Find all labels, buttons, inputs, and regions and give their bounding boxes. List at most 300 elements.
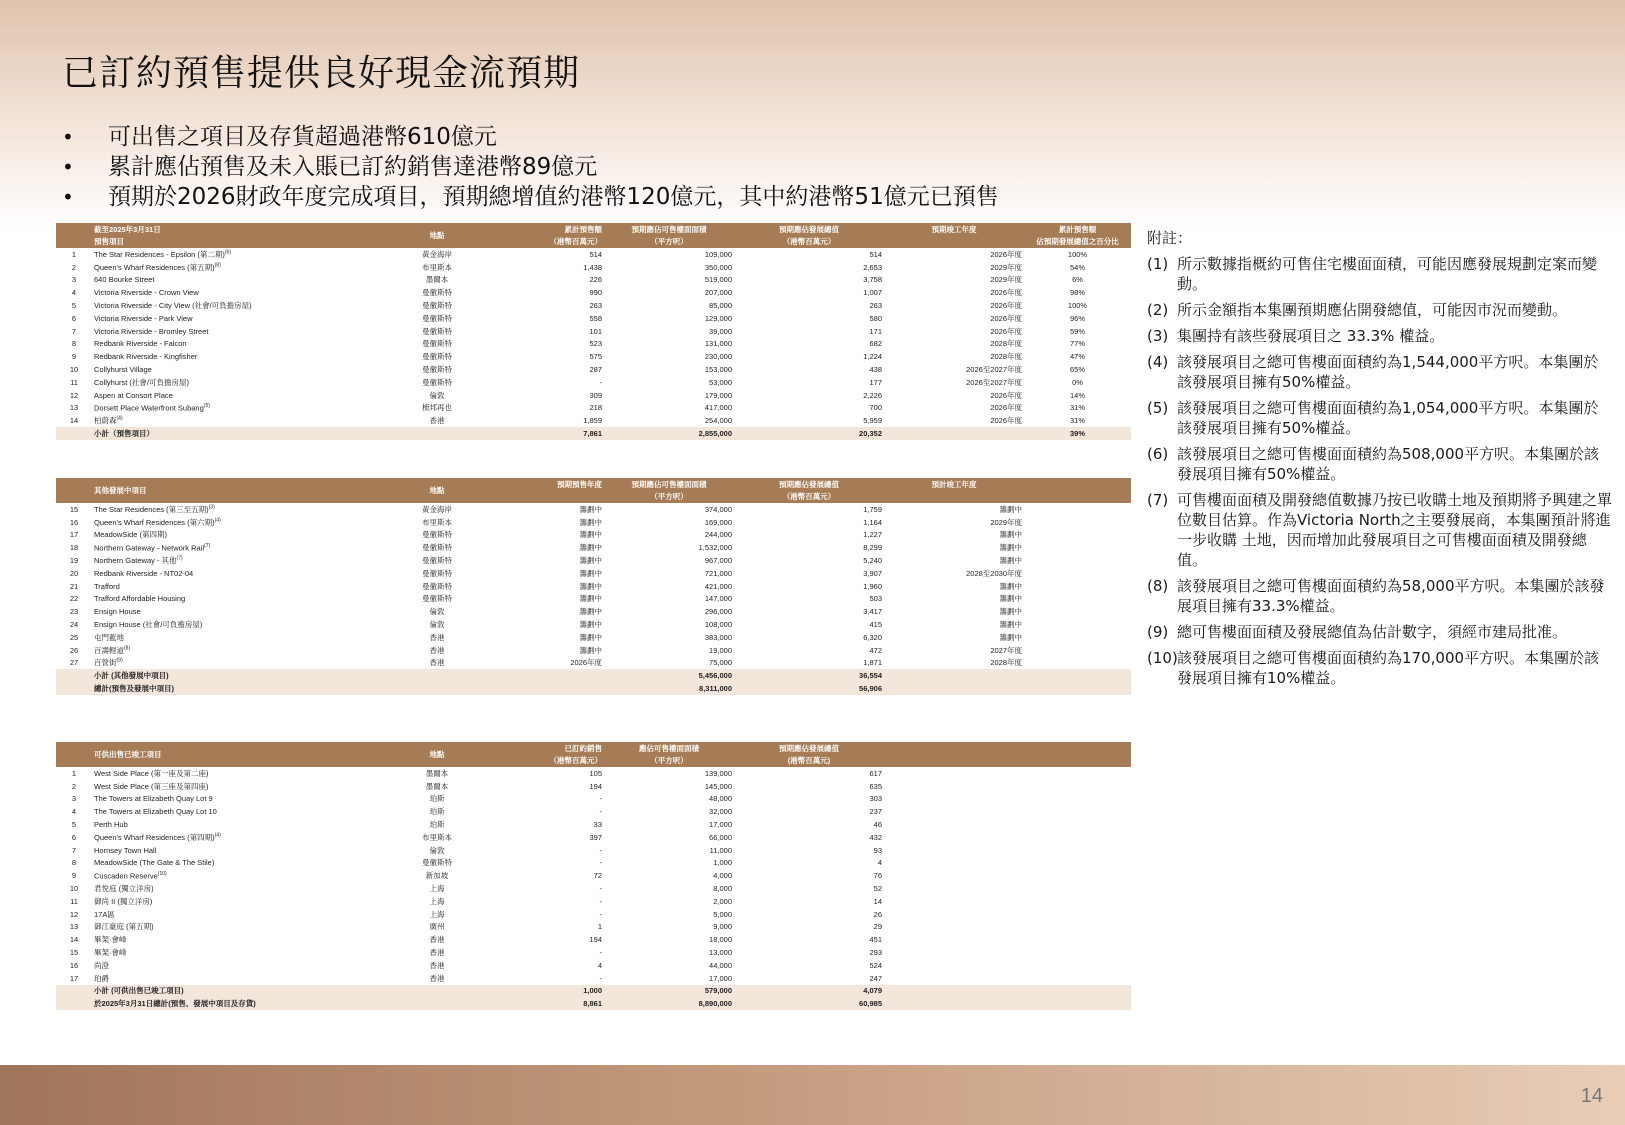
project-name (92, 818, 392, 831)
location: 曼徹斯特 (422, 858, 452, 868)
footnote-item (1147, 254, 1612, 294)
location: 上海 (429, 884, 445, 894)
footnotes-panel (1147, 228, 1612, 694)
completion-year: 籌劃中 (999, 632, 1022, 642)
page-title: 已訂約預售提供良好現金流預期 (62, 53, 581, 94)
presales-pct: 6% (1072, 275, 1083, 285)
subtotal-gfa: 579,000 (604, 985, 734, 998)
gfa-value: 147,000 (704, 594, 732, 604)
gfa-value: 254,000 (704, 416, 732, 426)
table-row (56, 580, 1131, 593)
project-name (92, 312, 392, 325)
project-name-text: The Towers at Elizabeth Quay Lot 9 (94, 794, 213, 804)
col-header-presales-pct: 累計預售額 (1024, 223, 1131, 236)
presale-year: 籌劃中 (579, 504, 602, 514)
row-number: 5 (71, 301, 77, 311)
col-header-gdv: 預期應佔發展總值 (734, 223, 884, 236)
gfa-value: 66,000 (709, 832, 732, 842)
location: 倫敦 (429, 607, 445, 617)
completion-year: 2026年度 (990, 288, 1022, 298)
location: 廣州 (429, 922, 445, 932)
footnote-ref: (5) (203, 403, 210, 410)
highlight-item: • 預期於2026財政年度完成項目，預期總增值約港幣120億元，其中約港幣51億元已預售 (62, 182, 999, 212)
col-header-location: 地點 (392, 478, 482, 503)
project-name (92, 857, 392, 870)
presale-projects-table (56, 223, 1131, 440)
project-name-text: Northern Gateway - 其他 (94, 556, 177, 566)
row-number: 4 (71, 288, 77, 298)
gdv-value: 617 (869, 768, 882, 778)
presales-pct: 98% (1069, 288, 1085, 298)
completion-year: 2028年度 (990, 339, 1022, 349)
gfa-value: 17,000 (709, 820, 732, 830)
table-row (56, 882, 1131, 895)
project-name (92, 338, 392, 351)
footnote-item (1147, 490, 1612, 570)
subtotal-gfa: 2,855,000 (604, 427, 734, 440)
table-row (56, 516, 1131, 529)
subtotal-row (56, 427, 1131, 440)
project-name (92, 959, 392, 972)
subtotal-row (56, 682, 1131, 695)
completion-year: 籌劃中 (999, 581, 1022, 591)
completion-year: 2028年度 (990, 658, 1022, 668)
project-name (92, 921, 392, 934)
gfa-value: 374,000 (704, 504, 732, 514)
project-name-text: Queen's Wharf Residences (第五期) (94, 262, 215, 272)
gfa-value: 4,000 (713, 871, 732, 881)
col-header-completion: 預計竣工年度 (884, 478, 1024, 491)
gfa-value: 108,000 (704, 620, 732, 630)
gfa-value: 32,000 (709, 807, 732, 817)
presales-value: 101 (589, 326, 602, 336)
row-number: 1 (71, 249, 77, 259)
presale-year: 籌劃中 (579, 530, 602, 540)
row-number: 17 (69, 530, 79, 540)
completion-year: 籌劃中 (999, 543, 1022, 553)
gdv-value: 29 (873, 922, 882, 932)
project-name-text: 御尚 II (獨立洋房) (94, 896, 153, 906)
gfa-value: 153,000 (704, 365, 732, 375)
row-number: 25 (69, 632, 79, 642)
location: 墨爾本 (425, 768, 449, 778)
footnote-text: 該發展項目之總可售樓面面積約為508,000平方呎。本集團於該發展項目擁有50%權益。 (1177, 445, 1600, 483)
table-row (56, 805, 1131, 818)
project-name-text: Victoria Riverside - Crown View (94, 288, 199, 298)
project-name (92, 895, 392, 908)
location: 香港 (429, 416, 445, 426)
project-name-text: Cuscaden Reserve (94, 871, 158, 881)
footnotes-title: 附註： (1147, 229, 1193, 247)
row-number: 8 (71, 339, 77, 349)
gfa-value: 17,000 (709, 973, 732, 983)
project-name (92, 363, 392, 376)
contracted-sales: 72 (593, 871, 602, 881)
table-row (56, 921, 1131, 934)
gdv-value: 26 (873, 909, 882, 919)
footnote-ref: (3) (208, 504, 215, 511)
row-number: 6 (71, 832, 77, 842)
footnote-ref: (9) (116, 657, 123, 664)
col-header-unit: (港幣百萬元) (734, 755, 884, 768)
gfa-value: 53,000 (709, 377, 732, 387)
table-row (56, 644, 1131, 657)
completion-year: 2028至2030年度 (966, 568, 1022, 578)
table-row (56, 831, 1131, 844)
project-name-text: Ensign House (社會/可負擔房屋) (94, 620, 203, 630)
footnote-number: (8) (1147, 577, 1169, 595)
project-name (92, 844, 392, 857)
project-name (92, 516, 392, 529)
completion-year: 籌劃中 (999, 530, 1022, 540)
table-row (56, 299, 1131, 312)
gdv-value: 8,299 (863, 543, 882, 553)
page-number: 14 (1580, 1085, 1603, 1107)
footnote-ref: (8) (124, 645, 131, 652)
footnote-ref: (10) (157, 871, 167, 878)
table-row (56, 363, 1131, 376)
presale-year: 籌劃中 (579, 620, 602, 630)
location: 布里斯本 (422, 832, 452, 842)
table-header-row (56, 236, 1131, 249)
project-name-text: Queen's Wharf Residences (第四期) (94, 832, 215, 842)
subtotal-row (56, 997, 1131, 1010)
presales-value: - (599, 377, 602, 387)
gdv-value: 76 (873, 871, 882, 881)
footnote-text: 該發展項目之總可售樓面面積約為170,000平方呎。本集團於該發展項目擁有10%權益。 (1177, 649, 1600, 687)
location: 布里斯本 (422, 262, 452, 272)
footnote-ref: (8) (214, 262, 221, 269)
table-row (56, 338, 1131, 351)
project-name-text: Trafford (94, 581, 120, 591)
footnote-number: (5) (1147, 399, 1169, 417)
presales-pct: 31% (1069, 416, 1085, 426)
row-number: 13 (69, 403, 79, 413)
row-number: 14 (69, 935, 79, 945)
completion-year: 2029年度 (990, 517, 1022, 527)
subtotal-gdv: 4,079 (734, 985, 884, 998)
gfa-value: 139,000 (704, 768, 732, 778)
project-name (92, 657, 392, 670)
gdv-value: 1,007 (863, 288, 882, 298)
subtotal-gdv: 20,352 (734, 427, 884, 440)
gdv-value: 1,224 (863, 352, 882, 362)
project-name (92, 274, 392, 287)
gfa-value: 1,000 (713, 858, 732, 868)
table-row (56, 389, 1131, 402)
completion-year: 2026年度 (990, 326, 1022, 336)
subtotal-label: 小計 (其他發展中項目) (92, 669, 392, 682)
table-header-row (56, 478, 1131, 491)
location: 梳邦再也 (422, 403, 452, 413)
location: 倫敦 (429, 620, 445, 630)
project-name-text: Redbank Riverside - Kingfisher (94, 352, 198, 362)
footnote-ref: (6) (224, 249, 232, 256)
row-number: 21 (69, 581, 79, 591)
gfa-value: 421,000 (704, 581, 732, 591)
table-row (56, 946, 1131, 959)
gfa-value: 169,000 (704, 517, 732, 527)
footnote-ref: (7) (176, 555, 183, 562)
row-number: 10 (69, 884, 79, 894)
gdv-value: 52 (873, 884, 882, 894)
table-row (56, 895, 1131, 908)
subtotal-sales: 8,861 (482, 997, 604, 1010)
row-number: 26 (69, 645, 79, 655)
completion-year: 籌劃中 (999, 620, 1022, 630)
completion-year: 2026至2027年度 (966, 377, 1022, 387)
presale-year: 籌劃中 (579, 556, 602, 566)
presale-year: 籌劃中 (579, 543, 602, 553)
row-number: 2 (71, 781, 77, 791)
col-header-project: 預售項目 (92, 236, 392, 249)
row-number: 16 (69, 517, 79, 527)
table-row (56, 350, 1131, 363)
gfa-value: 417,000 (704, 403, 732, 413)
row-number: 9 (71, 352, 77, 362)
footnote-item (1147, 398, 1612, 438)
row-number: 12 (69, 390, 79, 400)
location: 曼徹斯特 (422, 556, 452, 566)
footnote-item (1147, 352, 1612, 392)
location: 倫敦 (429, 845, 445, 855)
table-row (56, 844, 1131, 857)
row-number: 10 (69, 365, 79, 375)
gfa-value: 9,000 (713, 922, 732, 932)
footnote-number: (10) (1147, 649, 1178, 667)
project-name-text: 640 Bourke Street (94, 275, 155, 285)
gdv-value: 5,240 (863, 556, 882, 566)
project-name-text: West Side Place (第三座及第四座) (94, 781, 209, 791)
location: 香港 (429, 632, 445, 642)
footnote-text: 可售樓面面積及開發總值數據乃按已收購土地及預期將予興建之單位數目估算。作為Victoria North之主要發展商，本集團預計將進一步收購 土地，因而增加此發展項目之可售樓面面積及開發總值。 (1177, 491, 1613, 569)
completion-year: 2026年度 (990, 416, 1022, 426)
presales-pct: 96% (1069, 313, 1085, 323)
location: 倫敦 (429, 390, 445, 400)
presale-year: 籌劃中 (579, 568, 602, 578)
gdv-value: 415 (869, 620, 882, 630)
row-number: 9 (71, 871, 77, 881)
row-number: 2 (71, 262, 77, 272)
gfa-value: 18,000 (709, 935, 732, 945)
location: 黃金海岸 (422, 504, 452, 514)
row-number: 3 (71, 275, 77, 285)
contracted-sales: - (599, 909, 602, 919)
presales-pct: 59% (1069, 326, 1085, 336)
subtotal-gfa: 8,890,000 (604, 997, 734, 1010)
location: 珀斯 (429, 820, 445, 830)
project-name (92, 325, 392, 338)
gdv-value: 2,226 (863, 390, 882, 400)
row-number: 24 (69, 620, 79, 630)
gfa-value: 207,000 (704, 288, 732, 298)
presales-value: 263 (589, 301, 602, 311)
project-name (92, 567, 392, 580)
location: 曼徹斯特 (422, 352, 452, 362)
gdv-value: 4 (877, 858, 882, 868)
project-name-text: Ensign House (94, 607, 141, 617)
subtotal-gdv: 60,985 (734, 997, 884, 1010)
gdv-value: 1,960 (863, 581, 882, 591)
gfa-value: 383,000 (704, 632, 732, 642)
location: 曼徹斯特 (422, 365, 452, 375)
completion-year: 籌劃中 (999, 556, 1022, 566)
gfa-value: 179,000 (704, 390, 732, 400)
project-name-text: West Side Place (第一座及第二座) (94, 768, 209, 778)
gdv-value: 438 (869, 365, 882, 375)
gdv-value: 303 (869, 794, 882, 804)
col-header-presales: 累計預售額 (482, 223, 604, 236)
table-row (56, 593, 1131, 606)
gfa-value: 721,000 (704, 568, 732, 578)
presales-value: 218 (589, 403, 602, 413)
contracted-sales: 194 (589, 935, 602, 945)
gfa-value: 230,000 (704, 352, 732, 362)
footnote-text: 總可售樓面面積及發展總值為估計數字，須經市建局批准。 (1177, 623, 1568, 641)
completion-year: 2029年度 (990, 262, 1022, 272)
gdv-value: 451 (869, 935, 882, 945)
gdv-value: 5,959 (863, 416, 882, 426)
col-header-unit: （港幣百萬元） (482, 236, 604, 249)
location: 曼徹斯特 (422, 568, 452, 578)
table-row (56, 605, 1131, 618)
project-name-text: Queen's Wharf Residences (第六期) (94, 517, 215, 527)
location: 香港 (429, 935, 445, 945)
table-row (56, 541, 1131, 554)
contracted-sales: - (599, 845, 602, 855)
project-name-text: 君悅庭 (獨立洋房) (94, 884, 154, 894)
col-header-gdv: 預期應佔發展總值 (734, 742, 884, 755)
footnote-item (1147, 300, 1612, 320)
table-row (56, 767, 1131, 780)
footnote-text: 所示金額指本集團預期應佔開發總值，可能因市況而變動。 (1177, 301, 1568, 319)
footnote-text: 該發展項目之總可售樓面面積約為58,000平方呎。本集團於該發展項目擁有33.3%權益。 (1177, 577, 1605, 615)
gdv-value: 580 (869, 313, 882, 323)
gdv-value: 237 (869, 807, 882, 817)
presales-value: 287 (589, 365, 602, 375)
completion-year: 2028年度 (990, 352, 1022, 362)
gfa-value: 8,000 (713, 884, 732, 894)
project-name-text: 17A區 (94, 909, 115, 919)
location: 曼徹斯特 (422, 377, 452, 387)
project-name (92, 541, 392, 554)
table-row (56, 414, 1131, 427)
project-name (92, 972, 392, 985)
project-name (92, 618, 392, 631)
subtotal-gdv: 36,554 (734, 669, 884, 682)
row-number: 15 (69, 948, 79, 958)
table-row (56, 618, 1131, 631)
project-name-text: MeadowSide (第四期) (94, 530, 167, 540)
table-row (56, 657, 1131, 670)
completion-year: 2026年度 (990, 301, 1022, 311)
gdv-value: 247 (869, 973, 882, 983)
presales-pct: 31% (1069, 403, 1085, 413)
project-name-text: 珀爵 (94, 973, 109, 983)
footnote-item (1147, 648, 1612, 688)
project-name (92, 605, 392, 618)
project-name-text: 畢架·會峰 (94, 948, 127, 958)
gdv-value: 700 (869, 403, 882, 413)
row-number: 20 (69, 568, 79, 578)
location: 珀斯 (429, 794, 445, 804)
presales-value: 1,438 (583, 262, 602, 272)
gfa-value: 85,000 (709, 301, 732, 311)
gfa-value: 11,000 (709, 845, 732, 855)
project-name (92, 631, 392, 644)
project-name (92, 529, 392, 542)
subtotal-row (56, 985, 1131, 998)
footnote-item (1147, 576, 1612, 616)
table-row (56, 908, 1131, 921)
col-header-completion: 預期竣工年度 (884, 223, 1024, 236)
completion-year: 籌劃中 (999, 594, 1022, 604)
project-name (92, 831, 392, 844)
gdv-value: 14 (873, 896, 882, 906)
completion-year: 2026年度 (990, 313, 1022, 323)
project-name-text: Collyhurst (社會/可負擔房屋) (94, 377, 190, 387)
location: 曼徹斯特 (422, 581, 452, 591)
gdv-value: 177 (869, 377, 882, 387)
project-name (92, 261, 392, 274)
gdv-value: 635 (869, 781, 882, 791)
col-header-contracted-sales: 已訂約銷售 (482, 742, 604, 755)
table-header-row (56, 742, 1131, 755)
subtotal-sales: 1,000 (482, 985, 604, 998)
completion-year: 2027年度 (990, 645, 1022, 655)
presales-value: 523 (589, 339, 602, 349)
location: 香港 (429, 645, 445, 655)
footnote-text: 該發展項目之總可售樓面面積約為1,054,000平方呎。本集團於該發展項目擁有50%權益。 (1177, 399, 1599, 437)
gfa-value: 2,000 (713, 896, 732, 906)
footnote-item (1147, 444, 1612, 484)
contracted-sales: - (599, 794, 602, 804)
location: 曼徹斯特 (422, 313, 452, 323)
project-name-text: Victoria Riverside - Park View (94, 313, 193, 323)
project-name-text: 御江豪庭 (第五期) (94, 922, 154, 932)
col-header-gdv: 預期應佔發展總值 (734, 478, 884, 491)
subtotal-label: 於2025年3月31日總計(預售、發展中項目及存貨) (92, 997, 392, 1010)
footnote-ref: (4) (116, 415, 123, 422)
row-number: 7 (71, 845, 77, 855)
location: 上海 (429, 909, 445, 919)
col-header-project: 可供出售已竣工項目 (92, 742, 392, 767)
gdv-value: 503 (869, 594, 882, 604)
presale-year: 籌劃中 (579, 645, 602, 655)
project-name (92, 402, 392, 415)
gfa-value: 131,000 (704, 339, 732, 349)
location: 曼徹斯特 (422, 594, 452, 604)
footnote-item (1147, 622, 1612, 642)
gdv-value: 46 (873, 820, 882, 830)
project-name (92, 350, 392, 363)
table-row (56, 780, 1131, 793)
col-header-location: 地點 (392, 742, 482, 767)
contracted-sales: 397 (589, 832, 602, 842)
gdv-value: 1,227 (863, 530, 882, 540)
table-row (56, 869, 1131, 882)
completion-year: 2026年度 (990, 249, 1022, 259)
completion-year: 2029年度 (990, 275, 1022, 285)
location: 新加坡 (425, 871, 449, 881)
footnote-number: (4) (1147, 353, 1169, 371)
presale-year: 籌劃中 (579, 594, 602, 604)
subtotal-presales: 7,861 (482, 427, 604, 440)
table-row (56, 312, 1131, 325)
gfa-value: 296,000 (704, 607, 732, 617)
table-header-row (56, 223, 1131, 236)
col-header-unit: 佔預期發展總值之百分比 (1024, 236, 1131, 249)
